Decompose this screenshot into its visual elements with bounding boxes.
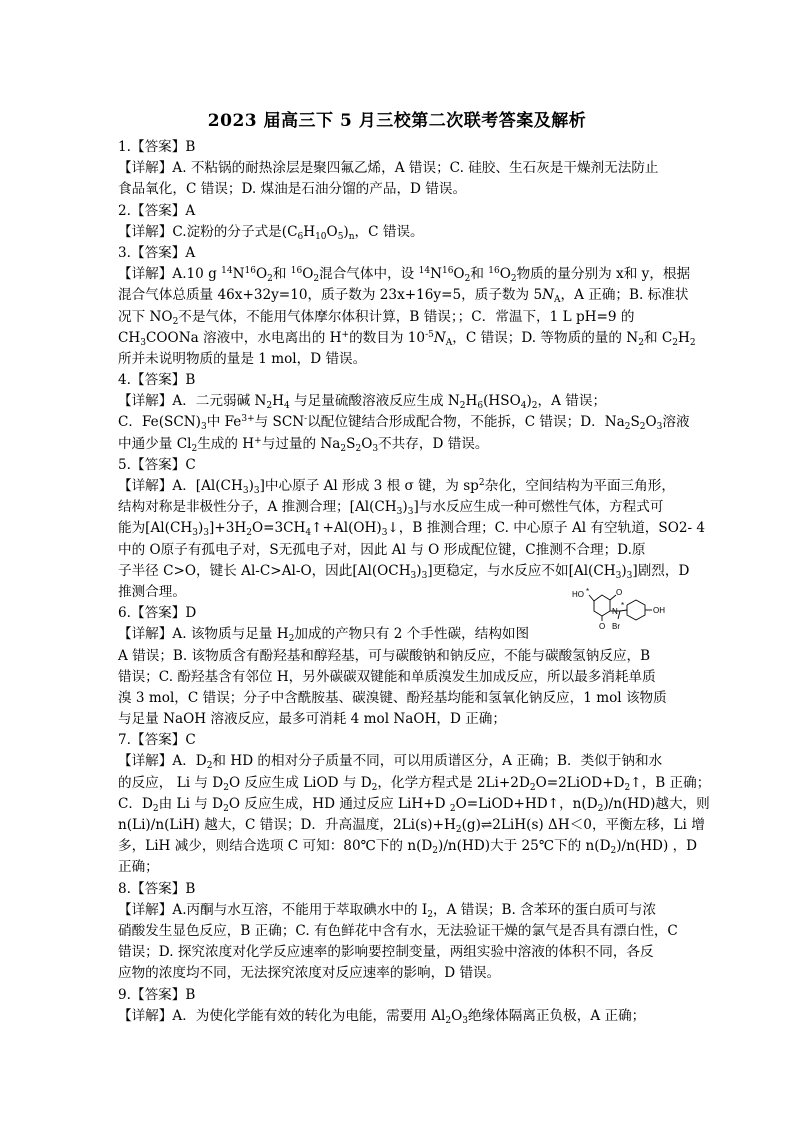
text-line: 9.【答案】B xyxy=(118,986,196,1003)
text-line: 溴 3 mol，C 错误；分子中含酰胺基、碳溴键、酚羟基均能和氢氧化钠反应，1 mol 该物质 xyxy=(118,689,667,706)
text-line: 多，LiH 减少，则结合选项 C 可知：80℃下的 $n(D_2)/n(HD)$大于 25℃下的 $n(D_2)/n(HD)$ ，D xyxy=(118,838,698,857)
text-line: 所并未说明物质的量是 1 mol，D 错误。 xyxy=(118,350,367,367)
text-line: 的反应， Li 与 $D_2O$ 反应生成 LiOD 与 $D_2$，化学方程式是 $2Li+2D_2O=2LiOD+D_2↑$，B 正确； xyxy=(118,774,711,793)
text-line: 【详解】A.丙酮与水互溶，不能用于萃取碘水中的 $I_2$，A 错误；B. 含苯环的蛋白质可与浓 xyxy=(118,901,657,920)
text-line: 况下 $NO_2$不是气体，不能用气体摩尔体积计算，B 错误；；C．常温下，1 L pH=9 的 xyxy=(118,308,635,327)
text-line: 应物的浓度均不同，无法探究浓度对反应速率的影响，D 错误。 xyxy=(118,965,501,982)
text-line: 【详解】A．二元弱碱 $N_2H_4$ 与足量硫酸溶液反应生成 $N_2H_6(HSO_4)_2$，A 错误； xyxy=(118,393,607,412)
text-line: 混合气体总质量 46x+32y=10，质子数为 23x+16y=5，质子数为 $5N_A$，A 正确；B. 标准状 xyxy=(118,287,689,306)
text-line: 【详解】A．$[Al(CH_3)_3]$中心原子 Al 形成 3 根 σ 键，为 $sp^2$杂化，空间结构为平面三角形， xyxy=(118,478,675,496)
text-line: 结构对称是非极性分子，A 推测合理；$[Al(CH_3)_3]$与水反应生成一种可燃性气体，方程式可 xyxy=(118,499,664,518)
text-line: 3.【答案】A xyxy=(118,244,196,261)
text-line: 【详解】A. 不粘锅的耐热涂层是聚四氟乙烯，A 错误；C. 硅胶、生石灰是干燥剂无法防止 xyxy=(118,160,659,177)
text-line: 正确； xyxy=(118,859,159,876)
text-line: 推测合理。 xyxy=(118,583,186,600)
o-label-top: O xyxy=(616,588,623,597)
o-label-bottom: O xyxy=(599,622,606,631)
text-line: 5.【答案】C xyxy=(118,456,196,473)
ho-label-left: HO xyxy=(572,590,584,599)
text-line: 6.【答案】D xyxy=(118,605,197,622)
text-line: 硝酸发生显色反应，B 正确；C. 有色鲜花中含有水，无法验证干燥的氯气是否具有漂白性，C xyxy=(118,922,678,939)
text-line: 2.【答案】A xyxy=(118,202,196,219)
text-line: n(Li)/n(LiH) 越大，C 错误；D．升高温度，$2Li(s)+H_2(g)\rightleftharpoons 2LiH(s)$ ΔH＜0，平衡左移，Li 增 xyxy=(118,817,705,835)
n-label: N xyxy=(612,607,618,616)
text-line: 中通少量 $Cl_2$生成的 H+与过量的 $Na_2S_2O_3$不共存，D 错误。 xyxy=(118,435,489,454)
text-line: 8.【答案】B xyxy=(118,880,196,897)
text-line: 食品氧化，C 错误；D. 煤油是石油分馏的产品，D 错误。 xyxy=(118,181,467,198)
text-line: 错误；D. 探究浓度对化学反应速率的影响要控制变量，两组实验中溶液的体积不同，各反 xyxy=(118,944,654,961)
text-line: 【详解】A. 该物质与足量 $H_2$加成的产物只有 2 个手性碳，结构如图 xyxy=(118,626,530,645)
text-line: $CH_3COONa$ 溶液中，水电离出的 H+的数目为 $10^{-5}N_A$，C 错误；D. 等物质的量的 $N_2$和 $C_2H_2$ xyxy=(118,329,696,348)
answer-body xyxy=(118,137,711,1027)
text-line: 【详解】A.10 g $^{14}N^{16}O_2$和 $^{16}O_2$混合气体中，设 $^{14}N^{16}O_2$和 $^{16}O_2$物质的量分别为 x和 y，根据 xyxy=(118,266,691,285)
text-line: 与足量 NaOH 溶液反应，最多可消耗 4 mol NaOH，D 正确； xyxy=(118,711,506,728)
text-line: C．$Fe(SCN)_3$中 $Fe^{3+}$与 SCN-以配位键结合形成配合物，不能拆，C 错误；D．$Na_2S_2O_3$溶液 xyxy=(118,414,690,433)
molecule-structure-diagram xyxy=(572,583,697,631)
text-line: 子半径 C>O，键长 Al-C>Al-O，因此$[Al(OCH_3)_3]$更稳定，与水反应不如$[Al(CH_3)_3]$剧烈，D xyxy=(118,562,690,581)
text-line: 错误；C. 酚羟基含有邻位 H，另外碳碳双键能和单质溴发生加成反应，所以最多消耗单质 xyxy=(118,668,656,685)
chiral-star-1: * xyxy=(586,587,590,596)
chiral-star-2: * xyxy=(621,601,625,610)
text-line: 【详解】A．为使化学能有效的转化为电能，需要用 $Al_2O_3$绝缘体隔离正负极，A 正确； xyxy=(118,1007,646,1026)
text-line: 【详解】A．$D_2$和 HD 的相对分子质量不同，可以用质谱区分，A 正确；B．类似于钠和水 xyxy=(118,753,663,772)
text-line: 4.【答案】B xyxy=(118,372,196,389)
text-line: 7.【答案】C xyxy=(118,732,196,749)
br-label: Br xyxy=(612,622,620,631)
text-line: 中的 O原子有孤电子对，S无孤电子对，因此 Al 与 O 形成配位键，C推测不合理；D.原 xyxy=(118,541,646,558)
text-line: 能为$[Al(CH_3)_3]+3H_2O=3CH_4↑+Al(OH)_3↓$，B 推测合理；C. 中心原子 Al 有空轨道，SO2- 4 xyxy=(118,520,706,539)
text-line: 【详解】C.淀粉的分子式是$(C_6H_{10}O_5)_n$，C 错误。 xyxy=(118,223,424,242)
page-title: 2023 届高三下 5 月三校第二次联考答案及解析 xyxy=(207,111,587,131)
text-line: 1.【答案】B xyxy=(118,139,196,155)
oh-label-right: OH xyxy=(653,606,665,615)
text-line: A 错误；B. 该物质含有酚羟基和醇羟基，可与碳酸钠和钠反应，不能与碳酸氢钠反应，B xyxy=(118,647,651,664)
text-line: C．$D_2$由 Li 与 $D_2O$ 反应生成，HD 通过反应 LiH+D $_2$O=LiOD+HD↑，$n(D_2)/n(HD)$越大，则 xyxy=(118,795,710,814)
